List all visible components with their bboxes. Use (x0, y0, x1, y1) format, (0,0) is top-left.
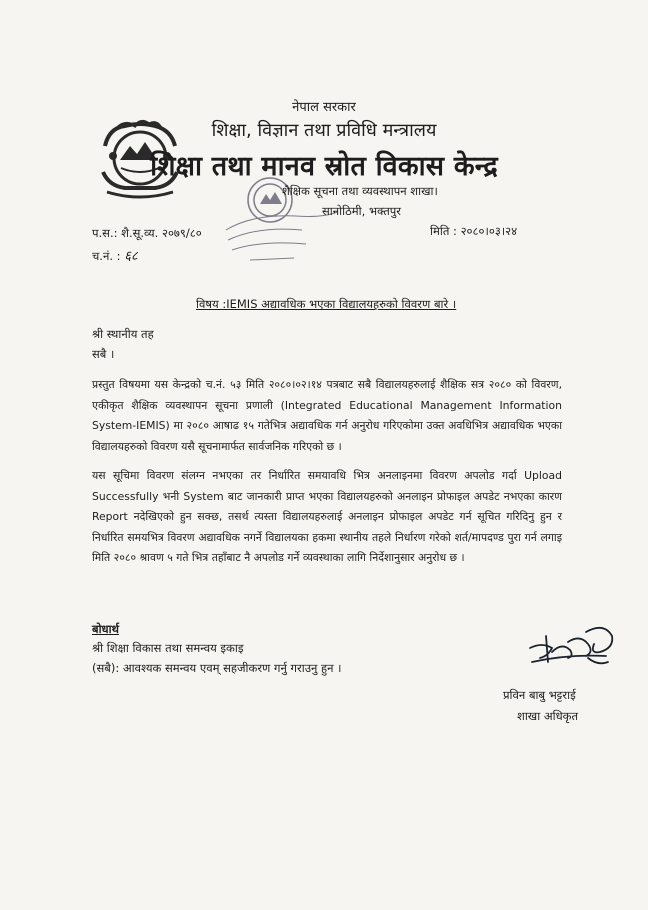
government-name: नेपाल सरकार (292, 100, 356, 115)
addressee-line-2: सबै । (92, 347, 115, 361)
cc-recipient: श्री शिक्षा विकास तथा समन्वय इकाइ (92, 641, 244, 655)
reference-number: प.स.: शै.सू.व्य. २०७९/८० (92, 226, 202, 240)
dispatch-number-value: ६८ (124, 249, 138, 264)
ministry-name: शिक्षा, विज्ञान तथा प्रविधि मन्त्रालय (211, 120, 437, 141)
office-location: सानोठिमी, भक्तपुर (322, 204, 401, 218)
letter-subject: विषय :IEMIS अद्यावधिक भएका विद्यालयहरुको विवरण बारे । (196, 297, 457, 311)
letter-date: मिति : २०८०।०३।२४ (430, 224, 518, 238)
department-name: शिक्षा तथा मानव स्रोत विकास केन्द्र (150, 151, 498, 182)
dispatch-number (92, 246, 138, 264)
signatory-name: प्रविन बाबु भट्टराई (503, 688, 576, 702)
signatory-title: शाखा अधिकृत (517, 709, 579, 723)
dispatch-number-label: च.नं. : (92, 249, 121, 263)
body-paragraph-2: यस सूचिमा विवरण संलग्न नभएका तर निर्धारित समयावधि भित्र अनलाइनमा विवरण अपलोड गर्दा Upload Successfully भनी System बाट जानकारी प्राप्त भएका विद्यालयहरुको अनलाइन प्रोफाइल अपडेट नभएका कारण Report नदेखिएको हुन सक्छ, तसर्थ त्यस्ता विद्यालयहरुलाई अनलाइन प्रोफाइल अपडेट गर्न सूचित गरिदिनु हुन र निर्धारित समयभित्र विवरण अद्यावधिक नगर्ने विद्यालयका हकमा स्थानीय तहले निर्धारण गरेको शर्त/मापदण्ड पुरा गर्न लगाइ मिति २०८० श्रावण ५ गते भित्र तहाँबाट नै अपलोड गर्ने व्यवस्थाका लागि निर्देशानुसार अनुरोध छ । (92, 469, 562, 564)
addressee-line-1: श्री स्थानीय तह (92, 327, 154, 341)
body-paragraph-1: प्रस्तुत विषयमा यस केन्द्रको च.नं. ५३ मिति २०८०।०२।१४ पत्रबाट सबै विद्यालयहरुलाई शैक्षिक सत्र २०८० को विवरण, एकीकृत शैक्षिक व्यवस्थापन सूचना प्रणाली (Integrated Educational Management Information System-IEMIS) मा २०८० आषाढ १५ गतेभित्र अद्यावधिक गर्न अनुरोध गरिएकोमा उक्त अवधिभित्र अद्यावधिक भएका विद्यालयहरुको विवरण यसै सूचनामार्फत सार्वजनिक गरिएको छ । (92, 378, 562, 453)
cc-heading: बोधार्थ (92, 622, 119, 636)
cc-instruction: (सबै): आवश्यक समन्वय एवम् सहजीकरण गर्नु गराउनु हुन । (92, 661, 342, 675)
handwritten-signature (528, 622, 618, 682)
branch-name: शैक्षिक सूचना तथा व्यवस्थापन शाखा। (282, 184, 438, 198)
